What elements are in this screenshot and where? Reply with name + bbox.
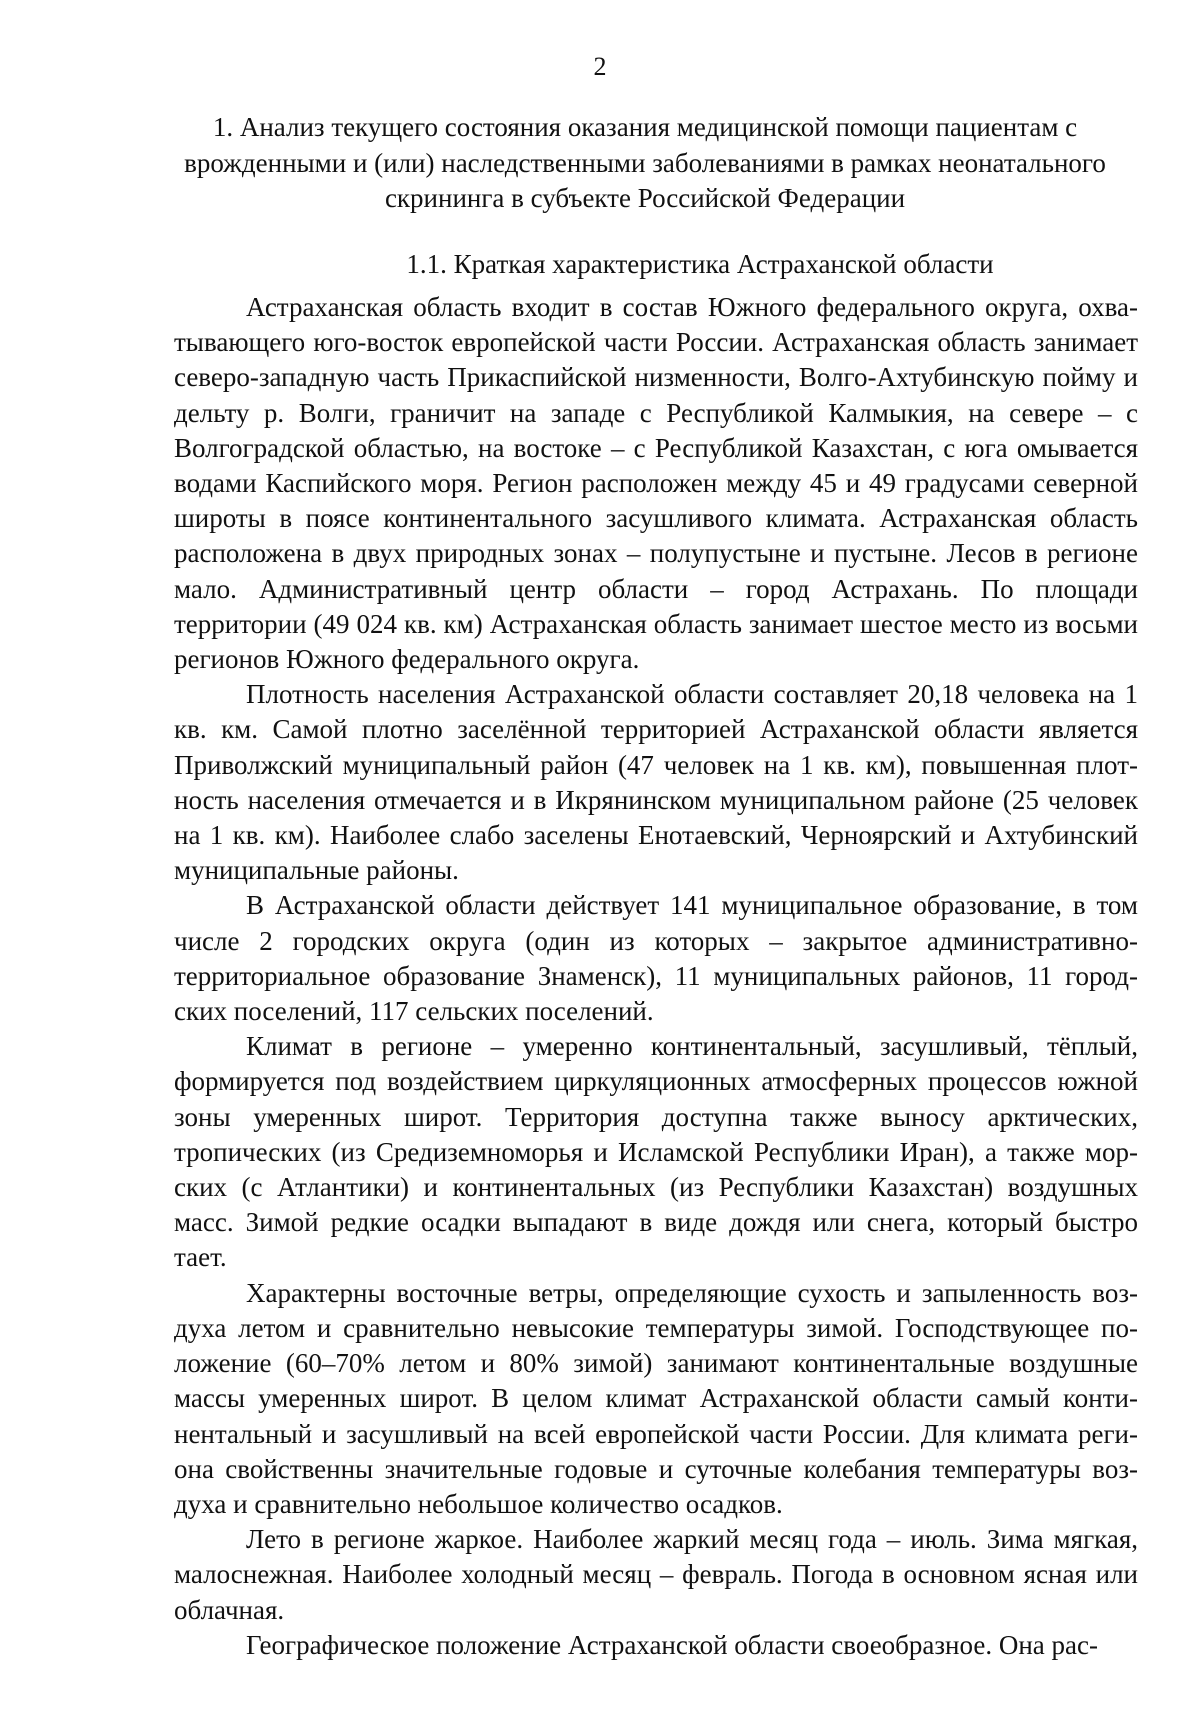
paragraph-population-density: Плотность населения Астраханской области составляет 20,18 человека на 1 кв. км. Самой плотно заселённой территорией Астраханской области является Приволжский муниципальный район (47 человек на 1 кв. км), повышенная плотность населения отмечается и в Икрянинском муниципальном районе (25 человек на 1 кв. км). Наиболее слабо заселены Енотаевский, Черноярский и Ахтубинский муниципальные районы. [174, 679, 1138, 886]
section-heading: 1. Анализ текущего состояния оказания медицинской помощи пациентам с врожденными и (или) наследственными заболеваниями в рамках неонатального скрининга в субъекте Российской Федерации [184, 112, 1106, 213]
body-text [174, 290, 1138, 1663]
paragraph-climate: Климат в регионе – умеренно континентальный, засушливый, тёплый, формируется под воздействием циркуляционных атмосферных процессов южной зоны умеренных широт. Территория доступна также выносу арктических, тропических (из Средиземноморья и Исламской Республики Иран), а также морских (с Атлантики) и континентальных (из Республики Казахстан) воздушных масс. Зимой редкие осадки выпадают в виде дождя или снега, который быстро тает. [174, 1031, 1138, 1273]
page-number: 2 [593, 52, 607, 81]
paragraph-winds: Характерны восточные ветры, определяющие сухость и запыленность воздуха летом и сравнительно невысокие температуры зимой. Господствующее положение (60–70% летом и 80% зимой) занимают континентальные воздушные массы умеренных широт. В целом климат Астраханской области самый континентальный и засушливый на всей европейской части России. Для климата региона свойственны значительные годовые и суточные колебания температуры воздуха и сравнительно небольшое количество осадков. [174, 1277, 1138, 1519]
paragraph-region-overview: Астраханская область входит в состав Южного федерального округа, охватывающего юго-восток европейской части России. Астраханская область занимает северо-западную часть Прикаспийской низменности, Волго-Ахтубинскую пойму и дельту р. Волги, граничит на западе с Республикой Калмыкия, на севере – с Волгоградской областью, на востоке – с Республикой Казахстан, с юга омывается водами Каспийского моря. Регион расположен между 45 и 49 градусами северной широты в поясе континентального засушливого климата. Астраханская область расположена в двух природных зонах – полупустыне и пустыне. Лесов в регионе мало. Административный центр области – город Астрахань. По площади территории (49 024 кв. км) Астраханская область занимает шестое место из восьми регионов Южного федерального округа. [174, 292, 1138, 675]
subsection-heading: 1.1. Краткая характеристика Астраханской области [406, 249, 994, 279]
paragraph-geography: Географическое положение Астраханской области своеобразное. Она рас- [246, 1629, 1098, 1660]
paragraph-seasons: Лето в регионе жаркое. Наиболее жаркий месяц года – июль. Зима мягкая, малоснежная. Наиболее холодный месяц – февраль. Погода в основном ясная или облачная. [174, 1524, 1138, 1625]
paragraph-municipalities: В Астраханской области действует 141 муниципальное образование, в том числе 2 городских округа (один из которых – закрытое административно-территориальное образование Знаменск), 11 муниципальных районов, 11 городских поселений, 117 сельских поселений. [174, 890, 1138, 1027]
